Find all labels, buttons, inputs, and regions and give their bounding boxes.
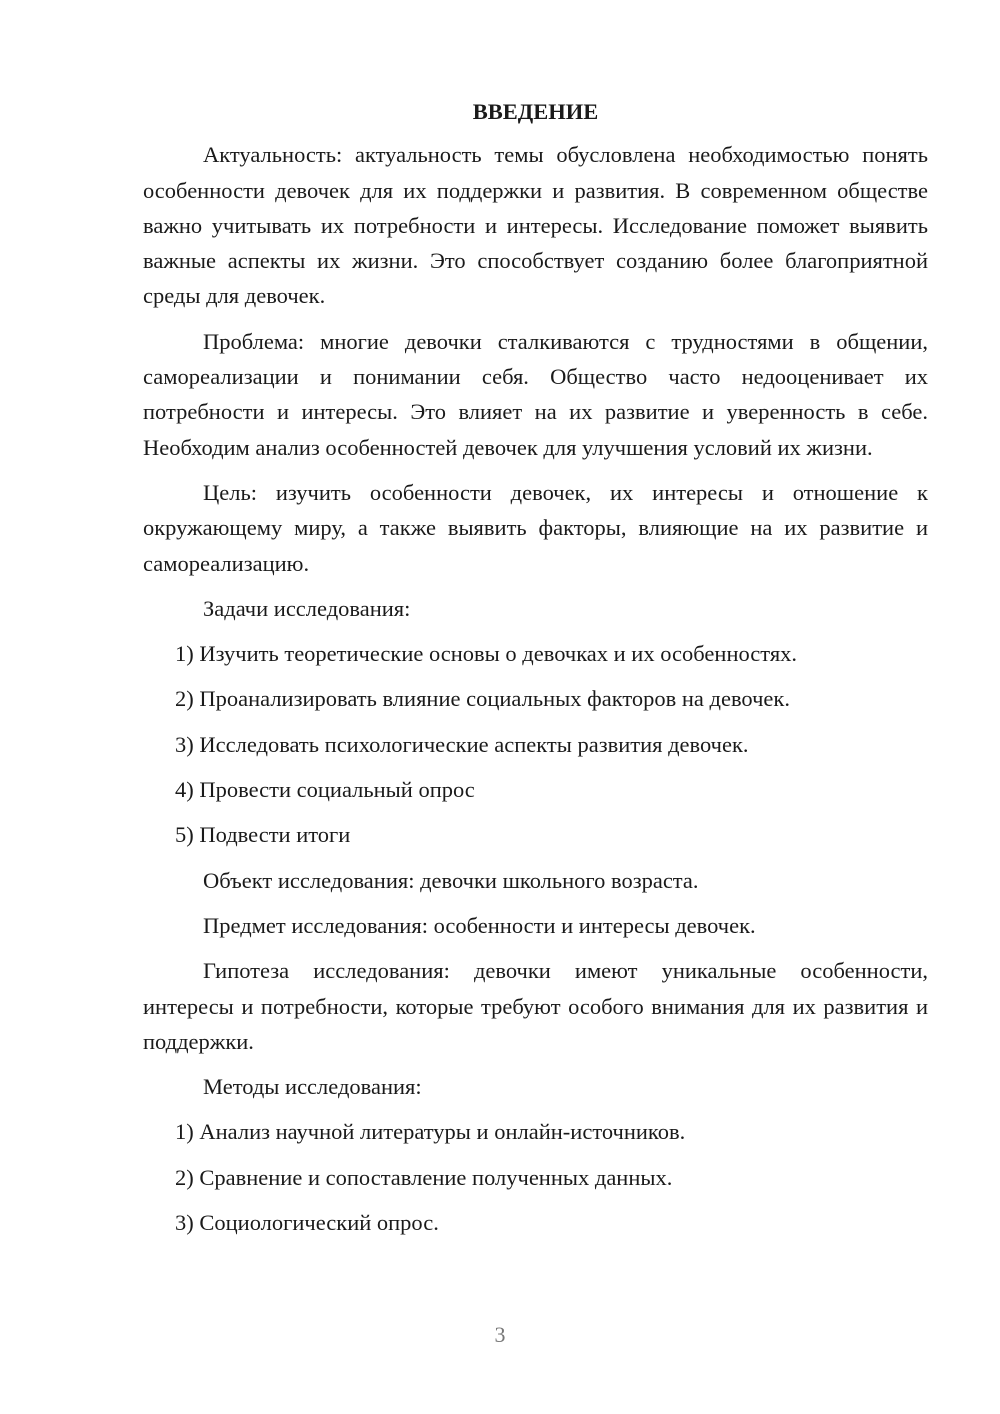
method-item: 3) Социологический опрос. [175,1210,439,1236]
hypothesis-paragraph: Гипотеза исследования: девочки имеют уникальные особенности, интересы и потребности, которые требуют особого внимания для их развития и поддержки. [143,958,928,1054]
section-heading: ВВЕДЕНИЕ [472,99,599,124]
task-item: 2) Проанализировать влияние социальных факторов на девочек. [175,686,790,712]
methods-label: Методы исследования: [203,1074,422,1100]
task-item: 5) Подвести итоги [175,822,351,848]
subject-paragraph: Предмет исследования: особенности и интересы девочек. [203,912,756,938]
problem-paragraph: Проблема: многие девочки сталкиваются с трудностями в общении, самореализации и понимании себя. Общество часто недооценивает их потребности и интересы. Это влияет на их развитие и уверенность в себе. Необходим анализ особенностей девочек для улучшения условий их жизни. [143,328,928,460]
task-item: 4) Провести социальный опрос [175,777,475,803]
method-item: 2) Сравнение и сопоставление полученных данных. [175,1164,673,1190]
task-item: 1) Изучить теоретические основы о девочках и их особенностях. [175,641,798,667]
page-number: 3 [494,1322,506,1347]
task-item: 3) Исследовать психологические аспекты развития девочек. [175,731,749,757]
relevance-paragraph: Актуальность: актуальность темы обусловлена необходимостью понять особенности девочек для их поддержки и развития. В современном обществе важно учитывать их потребности и интересы. Исследование поможет выявить важные аспекты их жизни. Это способствует созданию более благоприятной среды для девочек. [143,142,928,309]
method-item: 1) Анализ научной литературы и онлайн-источников. [175,1119,686,1145]
page-content [143,94,928,1240]
tasks-label: Задачи исследования: [203,595,411,621]
object-paragraph: Объект исследования: девочки школьного возраста. [203,867,699,893]
goal-paragraph: Цель: изучить особенности девочек, их интересы и отношение к окружающему миру, а также выявить факторы, влияющие на их развитие и самореализацию. [143,479,928,576]
